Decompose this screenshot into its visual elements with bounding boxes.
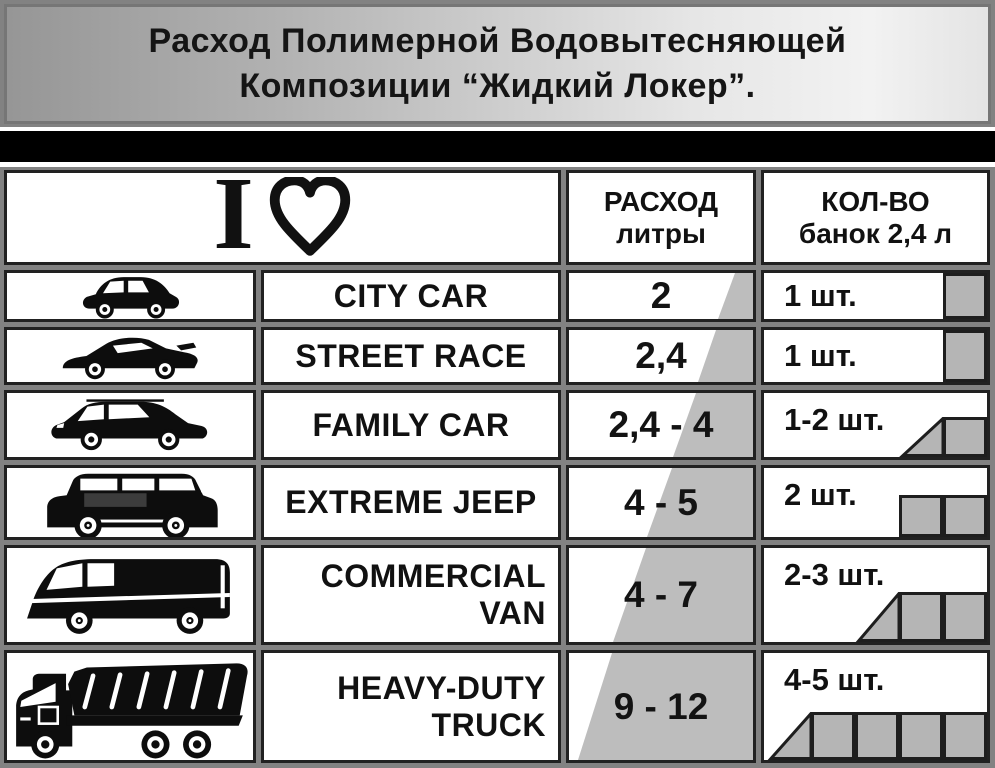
can-square — [945, 332, 986, 381]
heavy-duty-truck-icon — [7, 655, 253, 759]
table-body — [4, 270, 990, 763]
vehicle-icon-cell — [4, 465, 256, 540]
vehicle-icon-cell — [4, 327, 256, 385]
can-square — [945, 497, 986, 536]
quantity-value: 1 шт. — [784, 338, 857, 373]
consumption-value: 2,4 - 4 — [608, 404, 714, 445]
table-row — [4, 465, 990, 540]
vehicle-name: HEAVY-DUTY TRUCK — [337, 669, 546, 743]
quantity-cell — [761, 270, 990, 322]
logo-letter: I — [213, 170, 254, 265]
logo-cell — [4, 170, 561, 265]
header-consumption-line1: РАСХОД — [603, 186, 719, 218]
can-square — [901, 497, 942, 536]
separator-line-bottom — [0, 162, 995, 167]
table-row — [4, 545, 990, 645]
quantity-value: 1 шт. — [784, 278, 857, 313]
vehicle-name-cell — [261, 327, 561, 385]
table-row — [4, 650, 990, 763]
vehicle-name-cell — [261, 465, 561, 540]
can-square — [857, 714, 898, 759]
header-consumption-line2: литры — [616, 217, 706, 249]
consumption-cell — [566, 270, 756, 322]
quantity-value: 2-3 шт. — [784, 557, 885, 592]
consumption-value: 2 — [650, 275, 672, 316]
quantity-cell — [761, 390, 990, 460]
vehicle-name: FAMILY CAR — [312, 406, 510, 443]
half-can-triangle — [859, 594, 899, 641]
family-car-icon — [43, 395, 217, 455]
vehicle-icon-cell — [4, 545, 256, 645]
header-quantity-line2: банок 2,4 л — [798, 217, 953, 249]
half-can-triangle — [771, 714, 811, 759]
can-count-indicator — [943, 330, 987, 382]
street-race-icon — [59, 331, 201, 381]
vehicle-name-cell — [261, 270, 561, 322]
black-divider-bar — [0, 131, 995, 162]
header-consumption — [566, 170, 756, 265]
consumption-cell — [566, 545, 756, 645]
table-row — [4, 327, 990, 385]
vehicle-name-cell — [261, 650, 561, 763]
consumption-cell — [566, 650, 756, 763]
vehicle-icon-cell — [4, 650, 256, 763]
vehicle-name: CITY CAR — [333, 277, 489, 314]
vehicle-name: EXTREME JEEP — [285, 484, 537, 520]
can-count-indicator — [943, 273, 987, 319]
page-title — [149, 19, 847, 109]
consumption-value: 2,4 — [635, 335, 687, 376]
vehicle-name-cell — [261, 545, 561, 645]
city-car-icon — [76, 270, 184, 322]
can-count-indicator — [899, 417, 987, 457]
quantity-cell — [761, 327, 990, 385]
consumption-cell — [566, 390, 756, 460]
consumption-table — [4, 170, 990, 768]
quantity-cell — [761, 465, 990, 540]
table-header-row — [4, 170, 990, 265]
quantity-value: 2 шт. — [784, 477, 857, 512]
quantity-cell — [761, 545, 990, 645]
can-square — [945, 714, 986, 759]
can-square — [945, 275, 986, 318]
can-square — [901, 594, 942, 641]
can-count-indicator — [855, 592, 987, 642]
quantity-cell — [761, 650, 990, 763]
half-can-triangle — [903, 419, 943, 456]
can-square — [945, 594, 986, 641]
extreme-jeep-icon — [31, 465, 229, 540]
consumption-cell — [566, 327, 756, 385]
vehicle-icon-cell — [4, 390, 256, 460]
vehicle-name: COMMERCIAL VAN — [320, 558, 546, 631]
heart-icon — [268, 177, 352, 259]
consumption-cell — [566, 465, 756, 540]
title-line-2: Композиции “Жидкий Локер”. — [239, 67, 756, 105]
vehicle-icon-cell — [4, 270, 256, 322]
vehicle-name: STREET RACE — [295, 337, 527, 374]
quantity-value: 1-2 шт. — [784, 402, 885, 437]
can-square — [945, 419, 986, 456]
quantity-value: 4-5 шт. — [784, 662, 885, 697]
title-panel — [4, 4, 991, 124]
can-square — [813, 714, 854, 759]
can-square — [901, 714, 942, 759]
consumption-value: 4 - 5 — [623, 481, 699, 523]
can-count-indicator — [767, 712, 987, 760]
can-count-indicator — [899, 495, 987, 537]
table-row — [4, 270, 990, 322]
header-quantity-line1: КОЛ-ВО — [821, 186, 930, 218]
title-line-1: Расход Полимерной Водовытесняющей — [148, 22, 847, 61]
consumption-value: 4 - 7 — [623, 574, 699, 615]
vehicle-name-cell — [261, 390, 561, 460]
consumption-value: 9 - 12 — [613, 685, 709, 727]
header-quantity — [761, 170, 990, 265]
table-row — [4, 390, 990, 460]
commercial-van-icon — [17, 553, 243, 637]
